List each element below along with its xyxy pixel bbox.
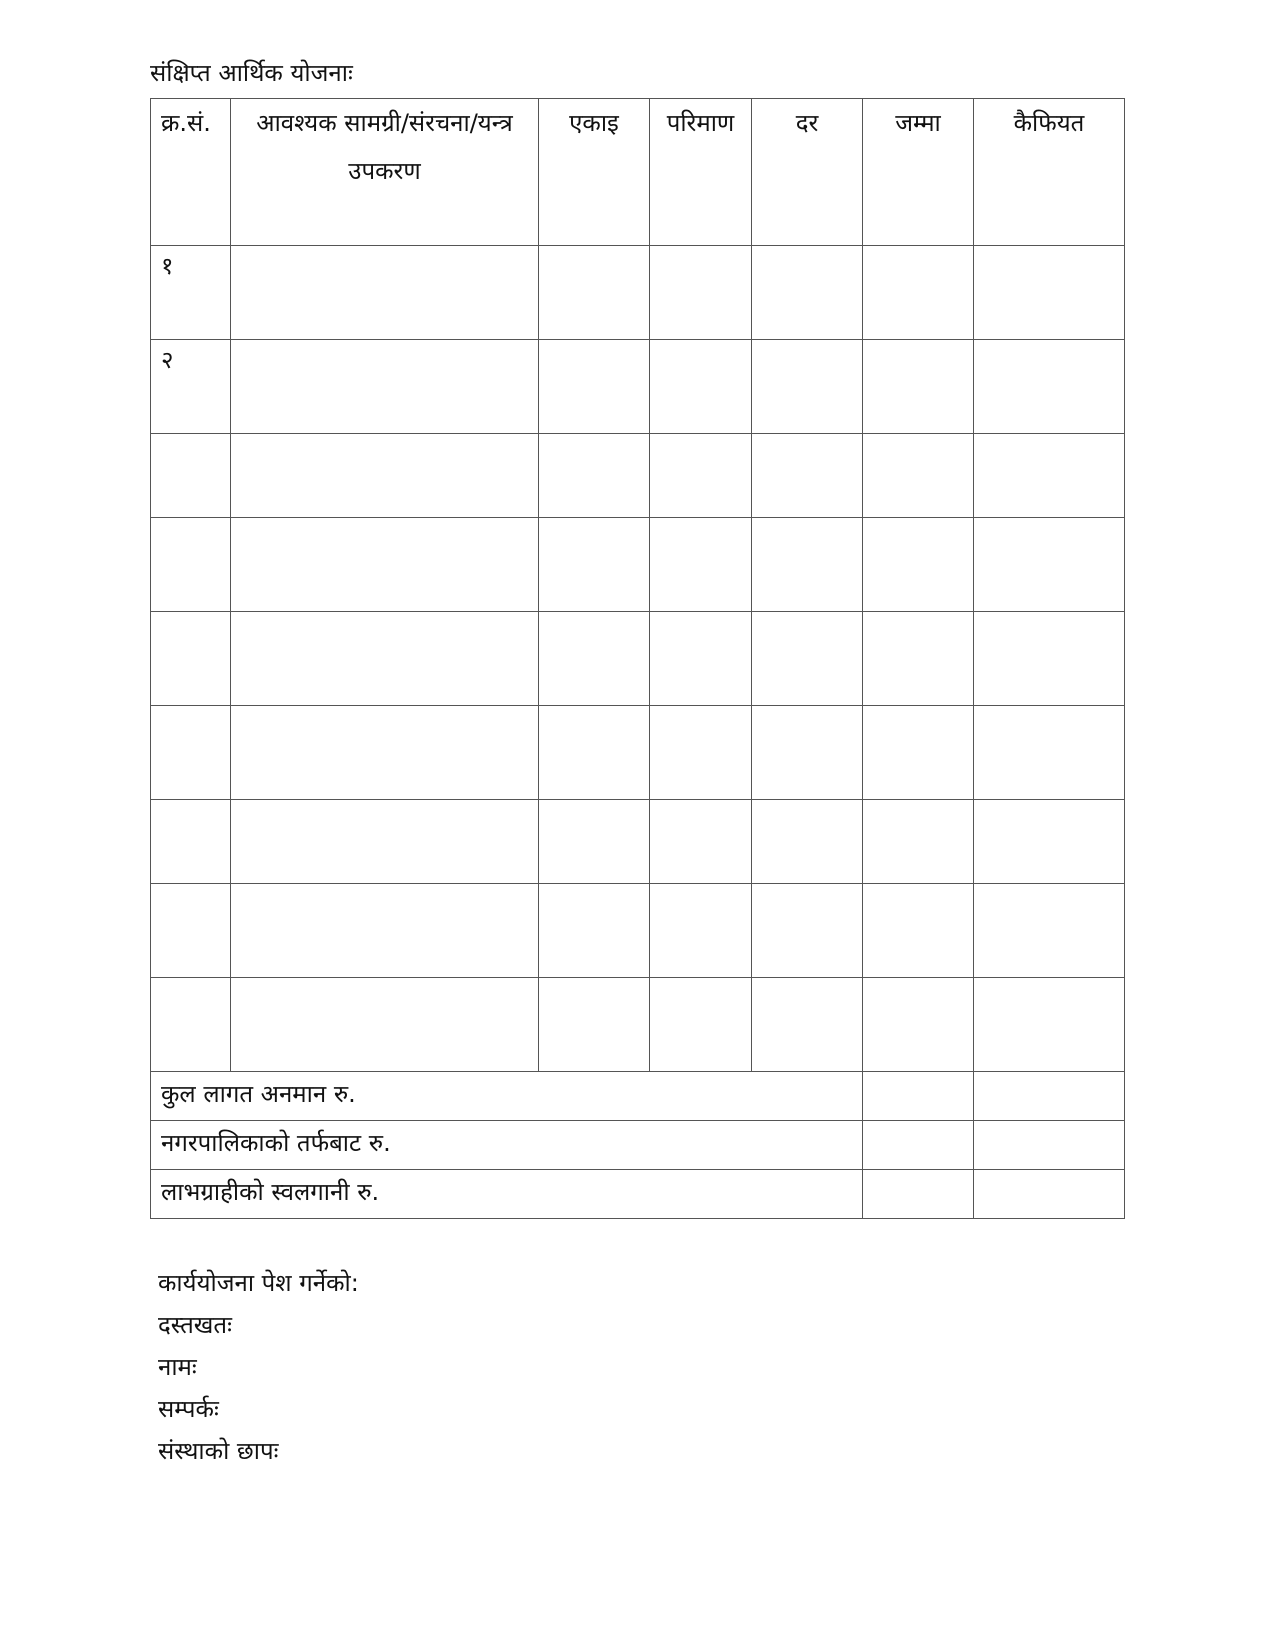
- cell-item[interactable]: [231, 340, 539, 434]
- summary-total-cell[interactable]: [863, 1072, 974, 1121]
- cell-remarks[interactable]: [974, 800, 1125, 884]
- name-label: नामः: [158, 1353, 197, 1381]
- cell-item[interactable]: [231, 518, 539, 612]
- row-serial: २: [151, 340, 231, 434]
- cell-total[interactable]: [863, 612, 974, 706]
- table-header-row: [151, 99, 1125, 246]
- submitter-details: [158, 1262, 359, 1472]
- cell-rate[interactable]: [752, 800, 863, 884]
- cell-total[interactable]: [863, 246, 974, 340]
- cell-quantity[interactable]: [650, 612, 752, 706]
- cell-unit[interactable]: [539, 612, 650, 706]
- cell-remarks[interactable]: [974, 340, 1125, 434]
- cell-unit[interactable]: [539, 518, 650, 612]
- row-serial: [151, 434, 231, 518]
- summary-label: कुल लागत अनमान रु.: [151, 1072, 863, 1121]
- summary-total-cell[interactable]: [863, 1121, 974, 1170]
- summary-label: नगरपालिकाको तर्फबाट रु.: [151, 1121, 863, 1170]
- table-row: [151, 612, 1125, 706]
- cell-remarks[interactable]: [974, 612, 1125, 706]
- cell-unit[interactable]: [539, 340, 650, 434]
- cell-item[interactable]: [231, 978, 539, 1072]
- cell-item[interactable]: [231, 246, 539, 340]
- cell-unit[interactable]: [539, 706, 650, 800]
- cell-item[interactable]: [231, 434, 539, 518]
- table-row: [151, 246, 1125, 340]
- table-row: [151, 884, 1125, 978]
- header-item: आवश्यक सामग्री/संरचना/यन्त्र उपकरण: [231, 99, 539, 246]
- cell-rate[interactable]: [752, 706, 863, 800]
- summary-row-total-cost: [151, 1072, 1125, 1121]
- cell-total[interactable]: [863, 340, 974, 434]
- table-row: [151, 800, 1125, 884]
- cell-item[interactable]: [231, 884, 539, 978]
- row-serial: [151, 884, 231, 978]
- cell-quantity[interactable]: [650, 706, 752, 800]
- summary-remarks-cell[interactable]: [974, 1072, 1125, 1121]
- cell-remarks[interactable]: [974, 246, 1125, 340]
- signature-label: दस्तखतः: [158, 1311, 232, 1339]
- row-serial: [151, 706, 231, 800]
- cell-remarks[interactable]: [974, 884, 1125, 978]
- cell-quantity[interactable]: [650, 340, 752, 434]
- contact-label: सम्पर्कः: [158, 1395, 219, 1423]
- cell-rate[interactable]: [752, 978, 863, 1072]
- submitted-by-label: कार्ययोजना पेश गर्नेको:: [158, 1269, 359, 1297]
- table-row: [151, 518, 1125, 612]
- cell-unit[interactable]: [539, 246, 650, 340]
- header-rate: दर: [752, 99, 863, 246]
- table-row: [151, 978, 1125, 1072]
- budget-plan-table: [150, 98, 1125, 1219]
- cell-rate[interactable]: [752, 518, 863, 612]
- header-remarks: कैफियत: [974, 99, 1125, 246]
- cell-rate[interactable]: [752, 434, 863, 518]
- cell-rate[interactable]: [752, 340, 863, 434]
- cell-unit[interactable]: [539, 800, 650, 884]
- row-serial: १: [151, 246, 231, 340]
- header-total: जम्मा: [863, 99, 974, 246]
- table-row: [151, 340, 1125, 434]
- cell-total[interactable]: [863, 434, 974, 518]
- cell-remarks[interactable]: [974, 706, 1125, 800]
- table-row: [151, 706, 1125, 800]
- cell-quantity[interactable]: [650, 246, 752, 340]
- header-serial: क्र.सं.: [151, 99, 231, 246]
- cell-rate[interactable]: [752, 612, 863, 706]
- cell-unit[interactable]: [539, 978, 650, 1072]
- cell-remarks[interactable]: [974, 434, 1125, 518]
- summary-label: लाभग्राहीको स्वलगानी रु.: [151, 1170, 863, 1219]
- row-serial: [151, 612, 231, 706]
- cell-item[interactable]: [231, 612, 539, 706]
- cell-total[interactable]: [863, 884, 974, 978]
- cell-remarks[interactable]: [974, 978, 1125, 1072]
- cell-total[interactable]: [863, 800, 974, 884]
- cell-item[interactable]: [231, 800, 539, 884]
- cell-remarks[interactable]: [974, 518, 1125, 612]
- summary-row-beneficiary: [151, 1170, 1125, 1219]
- summary-total-cell[interactable]: [863, 1170, 974, 1219]
- cell-total[interactable]: [863, 518, 974, 612]
- cell-quantity[interactable]: [650, 800, 752, 884]
- cell-unit[interactable]: [539, 884, 650, 978]
- cell-quantity[interactable]: [650, 884, 752, 978]
- row-serial: [151, 518, 231, 612]
- cell-item[interactable]: [231, 706, 539, 800]
- cell-unit[interactable]: [539, 434, 650, 518]
- page-title: संक्षिप्त आर्थिक योजनाः: [150, 59, 353, 87]
- header-quantity: परिमाण: [650, 99, 752, 246]
- cell-rate[interactable]: [752, 884, 863, 978]
- summary-remarks-cell[interactable]: [974, 1121, 1125, 1170]
- stamp-label: संस्थाको छापः: [158, 1437, 279, 1465]
- row-serial: [151, 978, 231, 1072]
- cell-rate[interactable]: [752, 246, 863, 340]
- summary-row-municipality: [151, 1121, 1125, 1170]
- cell-total[interactable]: [863, 978, 974, 1072]
- header-unit: एकाइ: [539, 99, 650, 246]
- cell-quantity[interactable]: [650, 978, 752, 1072]
- summary-remarks-cell[interactable]: [974, 1170, 1125, 1219]
- cell-quantity[interactable]: [650, 434, 752, 518]
- table-row: [151, 434, 1125, 518]
- cell-quantity[interactable]: [650, 518, 752, 612]
- cell-total[interactable]: [863, 706, 974, 800]
- row-serial: [151, 800, 231, 884]
